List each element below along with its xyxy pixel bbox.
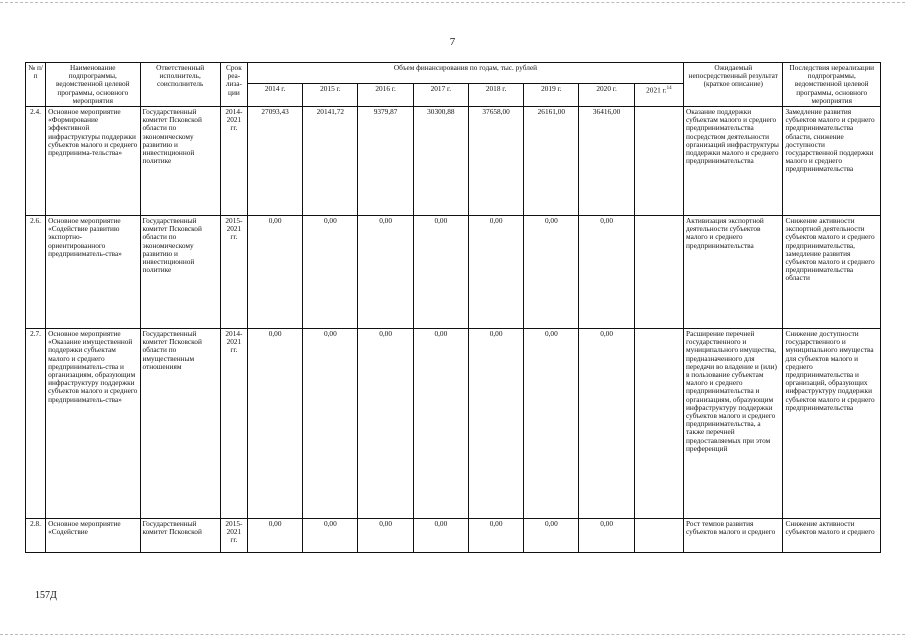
row-amount: 0,00 xyxy=(413,519,468,553)
row-amount: 36416,00 xyxy=(579,107,634,216)
row-amount: 26161,00 xyxy=(524,107,579,216)
row-amount xyxy=(634,329,683,519)
row-amount: 37658,00 xyxy=(468,107,523,216)
header-year: 2017 г. xyxy=(413,83,468,106)
row-name: Основное мероприятие «Формирование эффективной инфраструктуры поддержки субъектов малого и среднего предпринима-тельства» xyxy=(46,107,140,216)
row-amount: 0,00 xyxy=(247,329,302,519)
row-executor: Государственный комитет Псковской области по экономическому развитию и инвестиционной политике xyxy=(140,216,220,329)
row-name: Основное мероприятие «Оказание имущественной поддержки субъектам малого и среднего предприниматель-ства и организациям, образующим инфраструктуру поддержки субъектов малого и среднего предприниматель-ства» xyxy=(46,329,140,519)
row-amount xyxy=(634,107,683,216)
header-executor: Ответственный исполнитель, соисполнитель xyxy=(140,63,220,107)
header-financing: Объем финансирования по годам, тыс. рублей xyxy=(247,63,683,84)
row-amount: 27093,43 xyxy=(247,107,302,216)
row-number: 2.8. xyxy=(26,519,46,553)
row-amount: 0,00 xyxy=(468,216,523,329)
header-row-1 xyxy=(26,63,881,84)
row-result: Рост темпов развития субъектов малого и среднего xyxy=(684,519,783,553)
row-amount: 0,00 xyxy=(524,519,579,553)
row-amount: 0,00 xyxy=(247,519,302,553)
row-consequences: Замедление развития субъектов малого и среднего предпринимательства области, снижение доступности государственной поддержки малого и среднего предпринимательства xyxy=(783,107,881,216)
footer-code: 157Д xyxy=(35,590,57,601)
header-year: 2020 г. xyxy=(579,83,634,106)
row-term: 2015-2021 гг. xyxy=(220,216,247,329)
header-result: Ожидаемый непосредственный результат (краткое описание) xyxy=(684,63,783,107)
header-consequences: Последствия нереализации подпрограммы, ведомственной целевой программы, основного мероприятия xyxy=(783,63,881,107)
page-bottom-edge xyxy=(0,634,905,636)
row-amount: 0,00 xyxy=(413,329,468,519)
table-row xyxy=(26,519,881,553)
table-row xyxy=(26,329,881,519)
financing-table xyxy=(25,62,881,553)
page-number: 7 xyxy=(449,36,456,48)
row-name: Основное мероприятие «Содействие xyxy=(46,519,140,553)
table-row xyxy=(26,216,881,329)
row-executor: Государственный комитет Псковской области по экономическому развитию и инвестиционной политике xyxy=(140,107,220,216)
row-executor: Государственный комитет Псковской xyxy=(140,519,220,553)
row-amount: 0,00 xyxy=(413,216,468,329)
row-number: 2.7. xyxy=(26,329,46,519)
row-consequences: Снижение активности субъектов малого и среднего xyxy=(783,519,881,553)
row-amount: 0,00 xyxy=(303,519,358,553)
header-year: 2018 г. xyxy=(468,83,523,106)
row-amount: 0,00 xyxy=(468,329,523,519)
row-amount xyxy=(634,216,683,329)
table-row xyxy=(26,107,881,216)
header-num: № п/п xyxy=(26,63,46,107)
row-amount: 0,00 xyxy=(579,519,634,553)
row-number: 2.6. xyxy=(26,216,46,329)
header-year: 2019 г. xyxy=(524,83,579,106)
row-consequences: Снижение активности экспортной деятельности субъектов малого и среднего предпринимательства, замедление развития субъектов малого и среднего предпринимательства области xyxy=(783,216,881,329)
row-amount: 0,00 xyxy=(358,519,413,553)
row-amount xyxy=(634,519,683,553)
row-amount: 30300,88 xyxy=(413,107,468,216)
row-consequences: Снижение доступности государственного и муниципального имущества для субъектов малого и среднего предпринимательства и организаций, образующих инфраструктуру поддержки субъектов малого и среднего предпринимательства xyxy=(783,329,881,519)
row-amount: 0,00 xyxy=(524,329,579,519)
row-amount: 0,00 xyxy=(358,216,413,329)
page-top-edge xyxy=(0,2,905,4)
footnote-mark: 14 xyxy=(666,85,672,91)
header-year: 2015 г. xyxy=(303,83,358,106)
row-result: Расширение перечней государственного и муниципального имущества, предназначенного для передачи во владение и (или) в пользование субъектам малого и среднего предпринимательства и организациям, образующим инфраструктуру поддержки субъектов малого и среднего предпринимательства, а также перечней предоставляемых при этом преференций xyxy=(684,329,783,519)
header-term: Срок реа-лиза-ции xyxy=(220,63,247,107)
row-term: 2014-2021 гг. xyxy=(220,329,247,519)
row-amount: 0,00 xyxy=(358,329,413,519)
header-name: Наименование подпрограммы, ведомственной целевой программы, основного мероприятия xyxy=(46,63,140,107)
row-amount: 0,00 xyxy=(468,519,523,553)
row-amount: 0,00 xyxy=(303,216,358,329)
row-term: 2015-2021 гг. xyxy=(220,519,247,553)
row-amount: 0,00 xyxy=(303,329,358,519)
row-result: Активизация экспортной деятельности субъектов малого и среднего предпринимательства xyxy=(684,216,783,329)
row-name: Основное мероприятие «Содействие развитию экспортно-ориентированного предприниматель-ства» xyxy=(46,216,140,329)
row-amount: 0,00 xyxy=(247,216,302,329)
row-term: 2014-2021 гг. xyxy=(220,107,247,216)
header-year xyxy=(634,83,683,106)
header-year-label: 2021 г. xyxy=(646,85,667,95)
row-amount: 9379,87 xyxy=(358,107,413,216)
row-amount: 0,00 xyxy=(579,329,634,519)
header-year: 2014 г. xyxy=(247,83,302,106)
row-number: 2.4. xyxy=(26,107,46,216)
row-result: Оказание поддержки субъектам малого и среднего предпринимательства посредством деятельности организаций инфраструктуры поддержки малого и среднего предпринимательства xyxy=(684,107,783,216)
row-executor: Государственный комитет Псковской области по имущественным отношениям xyxy=(140,329,220,519)
row-amount: 20141,72 xyxy=(303,107,358,216)
row-amount: 0,00 xyxy=(579,216,634,329)
header-year: 2016 г. xyxy=(358,83,413,106)
row-amount: 0,00 xyxy=(524,216,579,329)
